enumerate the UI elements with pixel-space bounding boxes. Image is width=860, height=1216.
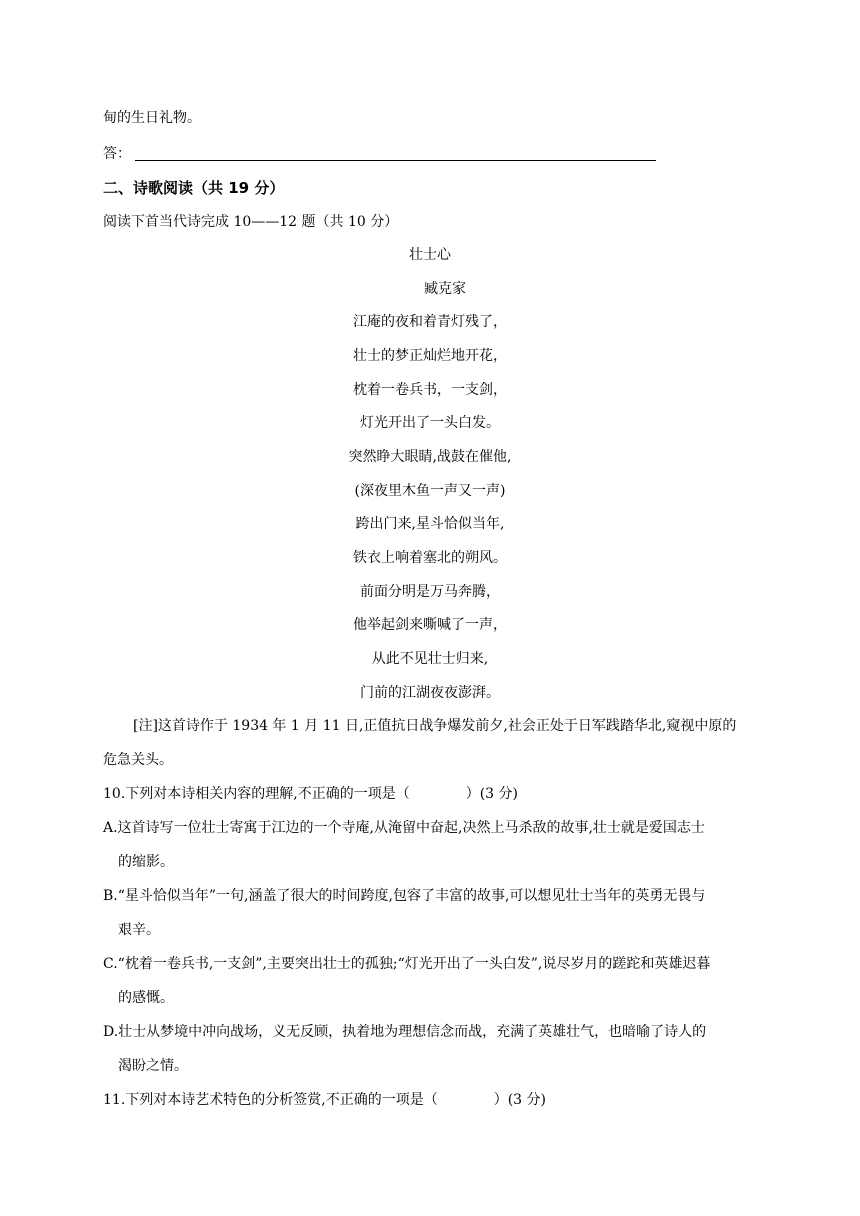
poem-line: 从此不见壮士归来, xyxy=(371,651,489,667)
option-a[interactable]: A.这首诗写一位壮士寄寓于江边的一个寺庵,从淹留中奋起,决然上马杀敌的故事,壮士就是爱国志士 xyxy=(103,820,705,836)
poem-line: 江庵的夜和着青灯残了， xyxy=(353,314,507,330)
poem-line: 门前的江湖夜夜澎湃。 xyxy=(360,685,500,701)
option-b[interactable]: B.“星斗恰似当年”一句,涵盖了很大的时间跨度,包容了丰富的故事,可以想见壮士当年的英勇无畏与 xyxy=(103,888,706,904)
answer-row xyxy=(103,144,656,164)
option-d[interactable]: D.壮士从梦境中冲向战场，义无反顾，执着地为理想信念而战，充满了英雄壮气，也暗喻了诗人的 xyxy=(103,1024,707,1040)
option-c-continued: 的感慨。 xyxy=(118,990,174,1006)
question-11-stem: 11.下列对本诗艺术特色的分析签赏,不正确的一项是（ ）(3 分) xyxy=(103,1092,546,1108)
question-10-stem: 10.下列对本诗相关内容的理解,不正确的一项是（ ）(3 分) xyxy=(103,786,518,802)
poem-line: 铁衣上响着塞北的朔风。 xyxy=(353,550,507,566)
poem-line: 突然睁大眼睛,战鼓在催他, xyxy=(348,449,512,465)
poem-line: 灯光开出了一头白发。 xyxy=(360,415,500,431)
poem-line: (深夜里木鱼一声又一声) xyxy=(354,483,506,499)
poem-title: 壮士心 xyxy=(409,247,451,263)
poem-line: 壮士的梦正灿烂地开花， xyxy=(353,348,507,364)
previous-question-tail: 甸的生日礼物。 xyxy=(103,110,201,126)
poem-author: 臧克家 xyxy=(424,281,466,297)
answer-blank-line[interactable] xyxy=(135,160,656,161)
option-d-continued: 渴盼之情。 xyxy=(118,1058,188,1074)
poem-line: 他举起剑来嘶喊了一声， xyxy=(353,617,507,633)
option-c[interactable]: C.“枕着一卷兵书,一支剑”,主要突出壮士的孤独;“灯光开出了一头白发”,说尽岁月的蹉跎和英雄迟暮 xyxy=(103,956,711,972)
poem-line: 枕着一卷兵书，一支剑， xyxy=(353,382,507,398)
note-line: [注]这首诗作于 1934 年 1 月 11 日,正值抗日战争爆发前夕,社会正处于日军践踏华北,窥视中原的 xyxy=(133,718,737,734)
section-instruction: 阅读下首当代诗完成 10——12 题（共 10 分） xyxy=(103,214,399,230)
answer-label: 答： xyxy=(103,146,131,162)
option-a-continued: 的缩影。 xyxy=(118,854,174,870)
note-line-continued: 危急关头。 xyxy=(103,752,173,768)
option-b-continued: 艰辛。 xyxy=(118,922,160,938)
poem-line: 跨出门来,星斗恰似当年, xyxy=(355,516,505,532)
section-heading: 二、诗歌阅读（共 19 分） xyxy=(103,179,285,197)
poem-line: 前面分明是万马奔腾， xyxy=(360,584,500,600)
